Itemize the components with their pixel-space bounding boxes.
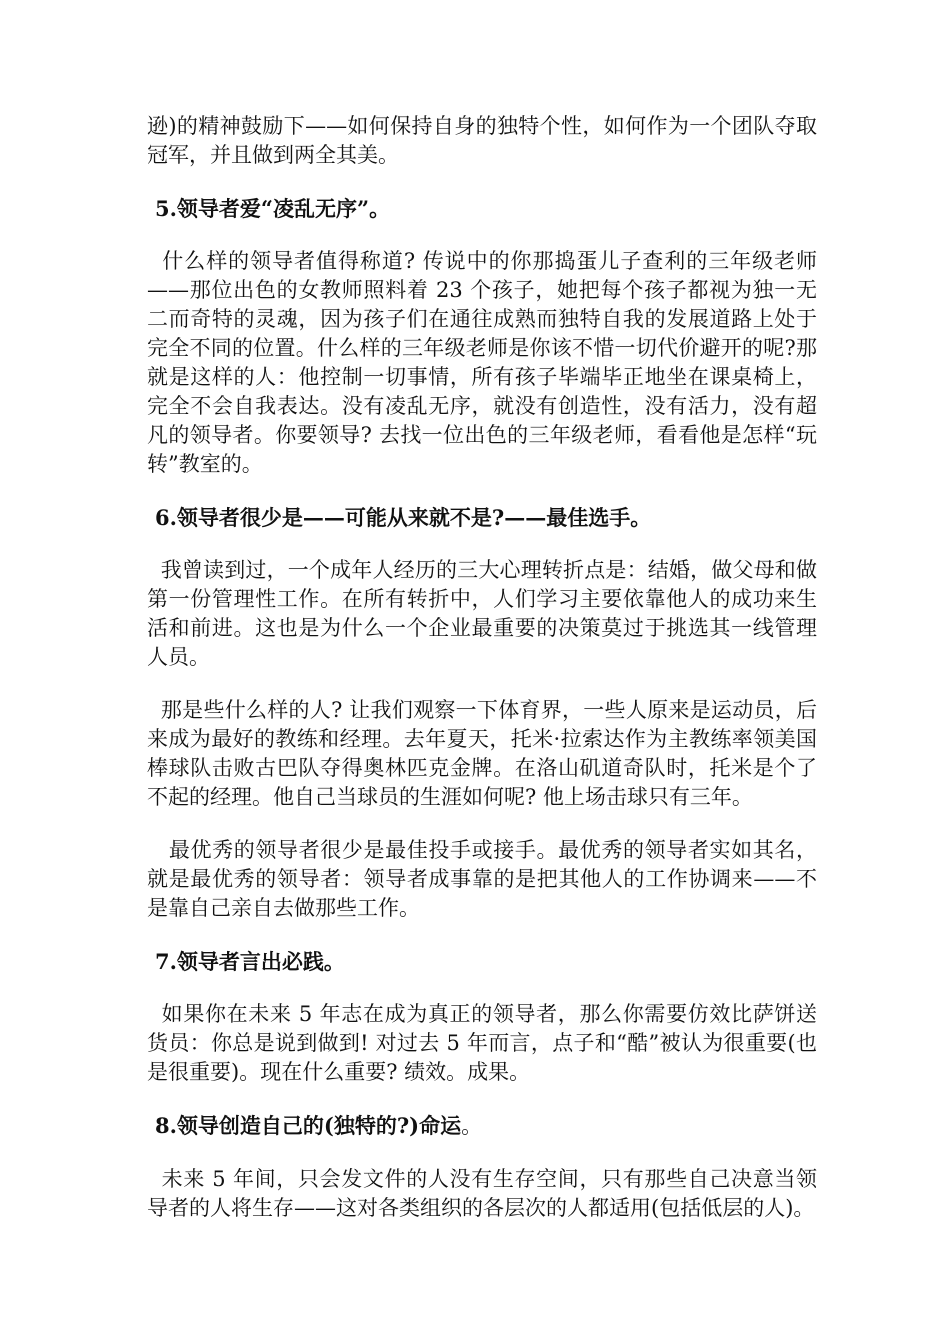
section-6-paragraph-3: 最优秀的领导者很少是最佳投手或接手。最优秀的领导者实如其名，就是最优秀的领导者：领导者成事靠的是把其他人的工作协调来——不是靠自己亲自去做那些工作。 xyxy=(147,838,818,920)
section-6-paragraph-2: 那是些什么样的人? 让我们观察一下体育界，一些人原来是运动员，后来成为最好的教练和经理。去年夏天，托米·拉索达作为主教练率领美国棒球队击败古巴队夺得奥林匹克金牌。在洛山矶道奇队时，托米是个了不起的经理。他自己当球员的生涯如何呢? 他上场击球只有三年。 xyxy=(147,698,817,809)
section-7-paragraph: 如果你在未来 5 年志在成为真正的领导者，那么你需要仿效比萨饼送货员：你总是说到做到! 对过去 5 年而言，点子和“酷”被认为很重要(也是很重要)。现在什么重要? 绩效。成果。 xyxy=(147,1002,817,1084)
section-8-paragraph: 未来 5 年间，只会发文件的人没有生存空间，只有那些自己决意当领导者的人将生存——这对各类组织的各层次的人都适用(包括低层的人)。 xyxy=(147,1167,817,1220)
section-heading-7: 7.领导者言出必践。 xyxy=(155,949,345,974)
section-heading-6: 6.领导者很少是——可能从来就不是?——最佳选手。 xyxy=(155,505,652,530)
section-heading-5: 5.领导者爱“凌乱无序”。 xyxy=(155,196,391,221)
intro-paragraph: 逊)的精神鼓励下——如何保持自身的独特个性，如何作为一个团队夺取冠军，并且做到两全其美。 xyxy=(147,114,817,167)
section-heading-8 xyxy=(147,1111,817,1141)
section-heading-8-punct: 。 xyxy=(461,1114,483,1138)
section-5-paragraph: 什么样的领导者值得称道? 传说中的你那捣蛋儿子查利的三年级老师——那位出色的女教师照料着 23 个孩子，她把每个孩子都视为独一无二而奇特的灵魂，因为孩子们在通往成熟而独特自我的发展道路上处于完全不同的位置。什么样的三年级老师是你该不惜一切代价避开的呢?那就是这样的人：他控制一切事情，所有孩子毕端毕正地坐在课桌椅上，完全不会自我表达。没有凌乱无序，就没有创造性，没有活力，没有超凡的领导者。你要领导? 去找一位出色的三年级老师，看看他是怎样“玩转”教室的。 xyxy=(147,249,817,476)
document-body xyxy=(147,112,817,1223)
section-heading-8-text: 8.领导创造自己的(独特的?)命运 xyxy=(155,1113,462,1138)
section-6-paragraph-1: 我曾读到过，一个成年人经历的三大心理转折点是：结婚，做父母和做第一份管理性工作。在所有转折中，人们学习主要依靠他人的成功来生活和前进。这也是为什么一个企业最重要的决策莫过于挑选其一线管理人员。 xyxy=(147,558,817,669)
